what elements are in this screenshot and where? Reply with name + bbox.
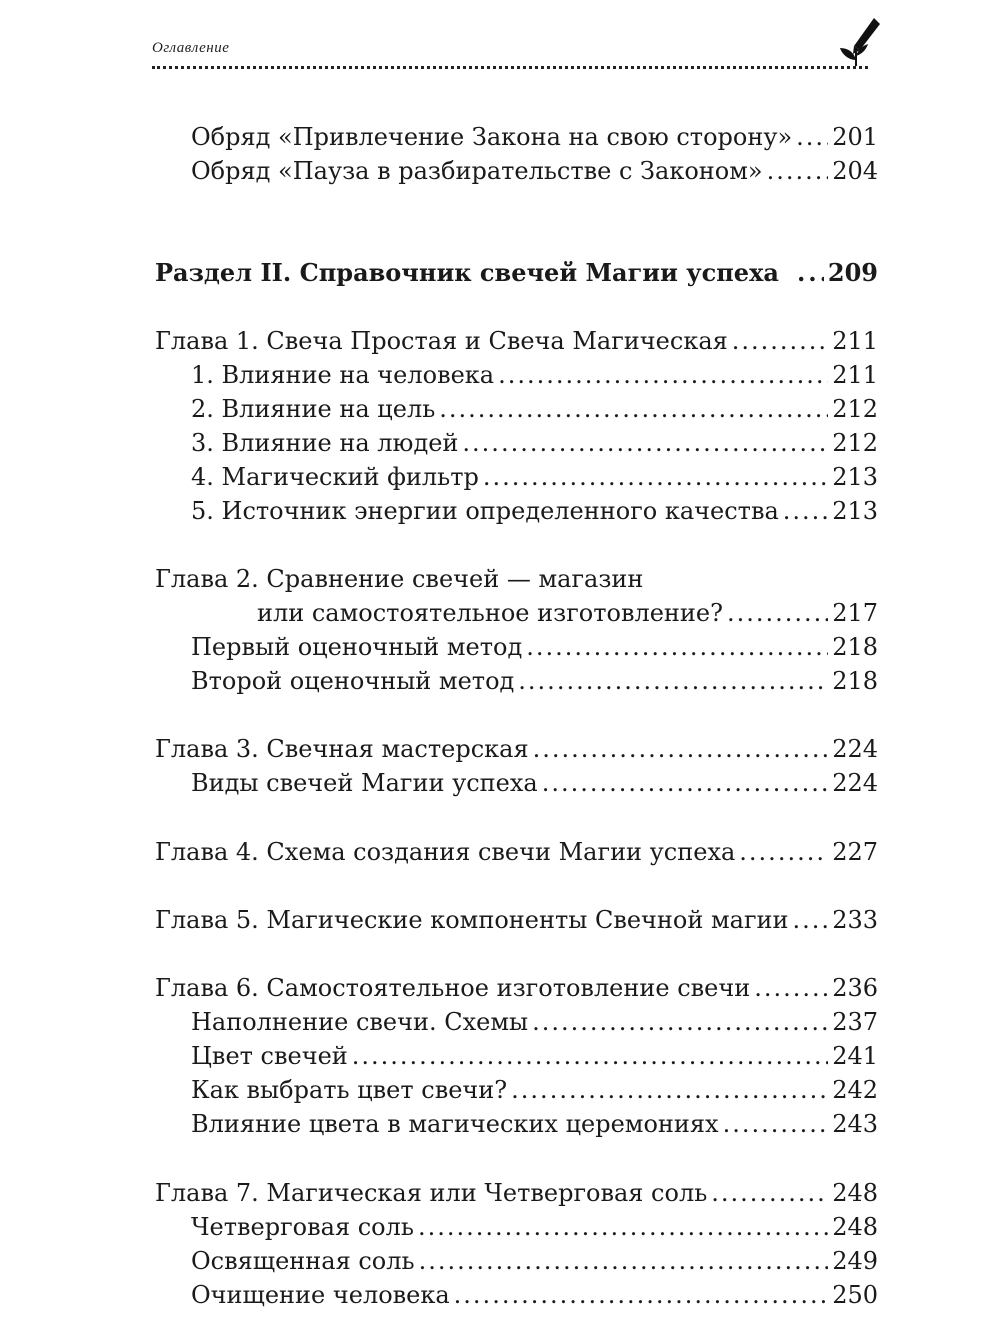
toc-entry-page: 218 (832, 667, 878, 695)
toc-entry-title: Глава 7. Магическая или Четверговая соль (155, 1179, 708, 1207)
toc-entry-page: 211 (832, 361, 878, 389)
toc-chapter-entry[interactable] (155, 835, 878, 869)
toc-entry-page: 236 (832, 974, 878, 1002)
toc-entry-page: 233 (832, 906, 878, 934)
toc-entry-page: 248 (832, 1179, 878, 1207)
toc-leader-dots (711, 1176, 828, 1210)
toc-leader-dots (511, 1073, 828, 1107)
toc-chapter-entry[interactable] (155, 732, 878, 766)
toc-entry[interactable] (155, 1278, 878, 1312)
toc-chapter-entry[interactable] (155, 971, 878, 1005)
toc-entry[interactable] (155, 1107, 878, 1141)
header-dotted-rule (152, 66, 868, 69)
toc-entry[interactable] (155, 154, 878, 188)
toc-entry[interactable] (155, 1005, 878, 1039)
toc-entry[interactable] (155, 494, 878, 528)
toc-leader-dots (352, 1039, 828, 1073)
toc-leader-dots (483, 460, 828, 494)
toc-leader-dots (454, 1278, 829, 1312)
toc-entry-title: Цвет свечей (191, 1042, 348, 1070)
toc-entry-title: Наполнение свечи. Схемы (191, 1008, 529, 1036)
toc-entry-title: Глава 5. Магические компоненты Свечной магии (155, 906, 789, 934)
running-title: Оглавление (152, 40, 230, 56)
toc-entry-title: Глава 4. Схема создания свечи Магии успеха (155, 838, 736, 866)
toc-entry-title: Первый оценочный метод (191, 633, 523, 661)
toc-leader-dots (797, 256, 824, 290)
toc-entry-title: Обряд «Пауза в разбирательстве с Законом» (191, 157, 763, 185)
toc-entry-page: 212 (832, 395, 878, 423)
toc-entry-title: Как выбрать цвет свечи? (191, 1076, 508, 1104)
toc-leader-dots (418, 1210, 828, 1244)
toc-leader-dots (542, 766, 829, 800)
toc-entry[interactable] (155, 1244, 878, 1278)
toc-entry-page: 241 (832, 1042, 878, 1070)
toc-entry[interactable] (155, 426, 878, 460)
toc-entry-title: Глава 3. Свечная мастерская (155, 735, 529, 763)
toc-entry-page: 227 (832, 838, 878, 866)
toc-entry-title: 3. Влияние на людей (191, 429, 459, 457)
toc-entry-title: 5. Источник энергии определенного качества (191, 497, 779, 525)
toc-entry-page: 212 (832, 429, 878, 457)
toc-entry-page: 213 (832, 463, 878, 491)
toc-entry-title: Обряд «Привлечение Закона на свою сторону» (191, 123, 793, 151)
toc-entry-page: 224 (832, 735, 878, 763)
toc-entry-title: Виды свечей Магии успеха (191, 769, 538, 797)
toc-entry[interactable] (155, 120, 878, 154)
toc-entry-page: 211 (832, 327, 878, 355)
toc-entry-page: 224 (832, 769, 878, 797)
toc-leader-dots (793, 903, 829, 937)
toc-leader-dots (723, 1107, 829, 1141)
toc-entry[interactable] (155, 392, 878, 426)
toc-entry-title: Второй оценочный метод (191, 667, 515, 695)
toc-leader-dots (462, 426, 828, 460)
toc-chapter-entry[interactable] (155, 562, 878, 596)
toc-entry-title: Глава 1. Свеча Простая и Свеча Магическая (155, 327, 728, 355)
toc-leader-dots (783, 494, 828, 528)
toc-leader-dots (532, 1005, 828, 1039)
toc-entry-title: Влияние цвета в магических церемониях (191, 1110, 719, 1138)
toc-leader-dots (526, 630, 828, 664)
toc-entry-title: Глава 2. Сравнение свечей — магазин (155, 565, 644, 593)
toc-leader-dots (518, 664, 828, 698)
toc-entry[interactable] (155, 1073, 878, 1107)
toc-leader-dots (498, 358, 828, 392)
toc-leader-dots (419, 1244, 829, 1278)
toc-entry-page: 204 (832, 157, 878, 185)
toc-section-entry[interactable] (155, 256, 878, 290)
toc-entry-title: Четверговая соль (191, 1213, 414, 1241)
toc-leader-dots (796, 120, 828, 154)
toc-leader-dots (739, 835, 828, 869)
toc-chapter-entry[interactable] (155, 903, 878, 937)
toc-entry-title: 1. Влияние на человека (191, 361, 495, 389)
toc-entry[interactable] (155, 630, 878, 664)
toc-entry-title: Очищение человека (191, 1281, 450, 1309)
toc-entry[interactable] (155, 1039, 878, 1073)
running-header (152, 36, 872, 76)
toc-entry[interactable] (155, 460, 878, 494)
toc-entry[interactable] (155, 358, 878, 392)
toc-entry-page: 217 (832, 599, 878, 627)
toc-entry-page: 201 (832, 123, 878, 151)
toc-entry-page: 242 (832, 1076, 878, 1104)
pen-sprout-icon (836, 16, 880, 68)
toc-chapter-entry[interactable] (155, 1176, 878, 1210)
toc-entry-page: 213 (832, 497, 878, 525)
toc-entry[interactable] (155, 664, 878, 698)
toc-leader-dots (439, 392, 828, 426)
toc-leader-dots (533, 732, 829, 766)
toc-leader-dots (732, 324, 828, 358)
toc-entry-title: Освященная соль (191, 1247, 415, 1275)
toc-leader-dots (767, 154, 829, 188)
toc-entry-page: 237 (832, 1008, 878, 1036)
toc-entry-page: 243 (832, 1110, 878, 1138)
toc-entry-title: 4. Магический фильтр (191, 463, 479, 491)
toc-entry-page: 248 (832, 1213, 878, 1241)
toc-entry-title: Глава 6. Самостоятельное изготовление свечи (155, 974, 751, 1002)
toc-entry-page: 249 (832, 1247, 878, 1275)
toc-entry[interactable] (155, 766, 878, 800)
toc-leader-dots (727, 596, 828, 630)
toc-entry-title: 2. Влияние на цель (191, 395, 436, 423)
toc-entry-title: Раздел II. Справочник свечей Магии успеха (155, 258, 779, 287)
toc-entry-page: 218 (832, 633, 878, 661)
toc-entry-title: или самостоятельное изготовление? (257, 599, 723, 627)
toc-entry-page: 250 (832, 1281, 878, 1309)
toc-leader-dots (754, 971, 828, 1005)
toc-entry-continuation[interactable] (155, 596, 878, 630)
toc-entry-page: 209 (827, 258, 878, 287)
toc-entry[interactable] (155, 1210, 878, 1244)
toc-chapter-entry[interactable] (155, 324, 878, 358)
